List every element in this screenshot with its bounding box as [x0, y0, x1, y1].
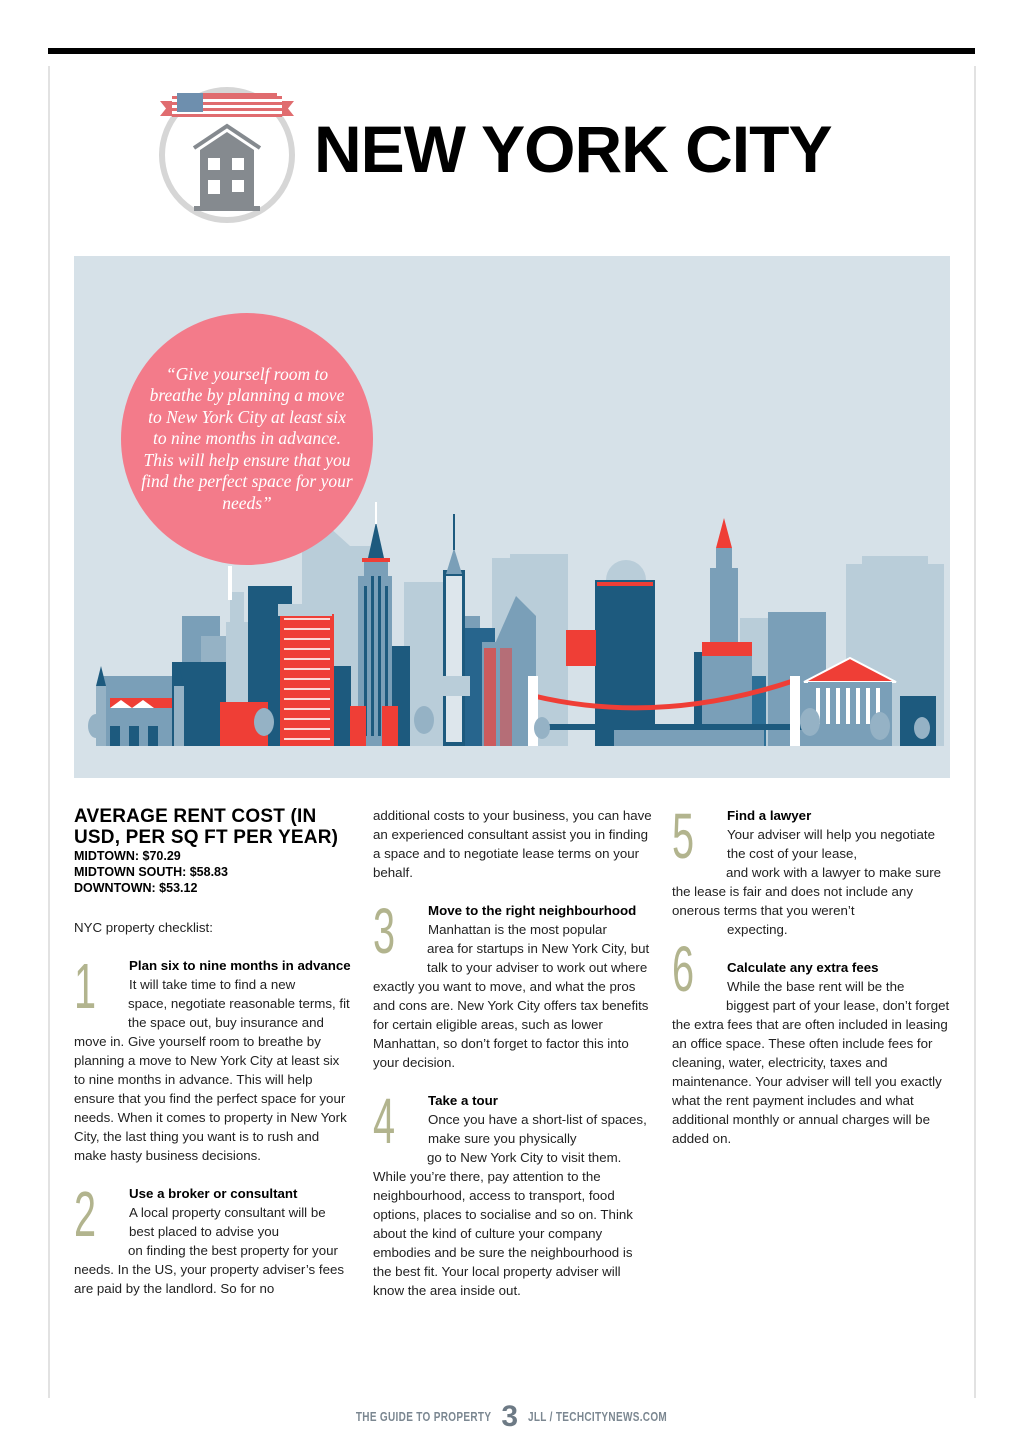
- step-tail: expecting.: [727, 922, 788, 937]
- column-1: [74, 806, 354, 1298]
- step-number: 1: [74, 950, 95, 1022]
- step-number: 6: [672, 933, 693, 1005]
- step-title: Take a tour: [428, 1093, 498, 1108]
- step-body: biggest part of your lease, don’t forget the extra fees that are often included in leasing an office space. These often include fees for cleaning, water, electricity, taxes and maintenance. Your adviser will tell you exactly what the rent payment includes and what additional monthly or annual charges will be added on.: [672, 998, 950, 1146]
- step-number: 2: [74, 1178, 95, 1250]
- checklist-step-2: [74, 1178, 354, 1298]
- house-with-us-flag-banner-icon: [158, 86, 296, 224]
- pull-quote: “Give yourself room to breathe by planning a move to New York City at least six to nine months in advance. This will help ensure that you find the perfect space for your needs”: [141, 363, 353, 513]
- rent-downtown: DOWNTOWN: $53.12: [74, 881, 198, 895]
- step-first-line: Manhattan is the most popular: [428, 922, 607, 937]
- step-body: go to New York City to visit them. While you’re there, pay attention to the neighbourhood, access to transport, food options, places to socialise and so on. Think about the kind of culture your company embodies and be sure the neighbourhood is the best fit. Your local property adviser will know the area inside out.: [373, 1150, 633, 1298]
- step-first-line: While the base rent will be the: [727, 979, 905, 994]
- step-body: area for startups in New York City, but talk to your adviser to work out where exactly you want to move, and what the pros and cons are. New York City offers tax benefits for certain eligible areas, such as lower Manhattan, so don’t forget to factor this into your decision.: [373, 941, 650, 1070]
- checklist-step-3: [373, 895, 653, 1072]
- checklist-step-6: [672, 933, 952, 1148]
- step-2-continuation: additional costs to your business, you can have an experienced consultant assist you in finding a space and to negotiate lease terms on your behalf.: [373, 808, 652, 880]
- rent-cost-heading: AVERAGE RENT COST (IN USD, PER SQ FT PER YEAR): [74, 806, 339, 848]
- right-page-border: [974, 66, 976, 1398]
- step-first-line: A local property consultant will be best placed to advise you: [129, 1205, 326, 1239]
- column-3: [672, 800, 952, 1148]
- step-number: 5: [672, 800, 693, 872]
- step-title: Move to the right neighbourhood: [428, 903, 637, 918]
- step-title: Plan six to nine months in advance: [129, 958, 351, 973]
- rent-midtown-south: MIDTOWN SOUTH: $58.83: [74, 865, 228, 879]
- step-body: and work with a lawyer to make sure the lease is fair and does not include any onerous terms that you weren’t: [672, 865, 942, 918]
- footer-source: JLL / TECHCITYNEWS.COM: [528, 1410, 668, 1424]
- page-number: 3: [501, 1400, 519, 1433]
- step-first-line: Once you have a short-list of spaces, make sure you physically: [428, 1112, 647, 1146]
- checklist-step-4: [373, 1085, 653, 1300]
- footer-publication: THE GUIDE TO PROPERTY: [355, 1410, 492, 1424]
- page-footer: [0, 1402, 1024, 1432]
- checklist-intro: NYC property checklist:: [74, 920, 213, 935]
- step-title: Use a broker or consultant: [129, 1186, 298, 1201]
- column-2: [373, 806, 653, 1300]
- checklist-step-5: [672, 800, 952, 939]
- left-page-border: [48, 66, 50, 1398]
- rent-midtown: MIDTOWN: $70.29: [74, 849, 181, 863]
- page-title: NEW YORK CITY: [314, 112, 832, 186]
- step-first-line: It will take time to find a new: [129, 977, 296, 992]
- step-body: space, negotiate reasonable terms, fit the space out, buy insurance and move in. Give yourself room to breathe by planning a move to New York City at least six to nine months in advance. This will help ensure that you find the perfect space for your needs. When it comes to property in New York City, the last thing you want is to rush and make hasty business decisions.: [74, 996, 350, 1163]
- top-rule: [48, 48, 975, 54]
- quote-bubble: [121, 313, 373, 565]
- step-title: Calculate any extra fees: [727, 960, 879, 975]
- step-body: on finding the best property for your needs. In the US, your property adviser’s fees are paid by the landlord. So for no: [74, 1243, 345, 1296]
- step-number: 4: [373, 1085, 394, 1157]
- step-title: Find a lawyer: [727, 808, 812, 823]
- new-york-skyline-illustration: [74, 256, 950, 778]
- step-first-line: Your adviser will help you negotiate the cost of your lease,: [727, 827, 935, 861]
- step-number: 3: [373, 895, 394, 967]
- checklist-step-1: [74, 950, 354, 1165]
